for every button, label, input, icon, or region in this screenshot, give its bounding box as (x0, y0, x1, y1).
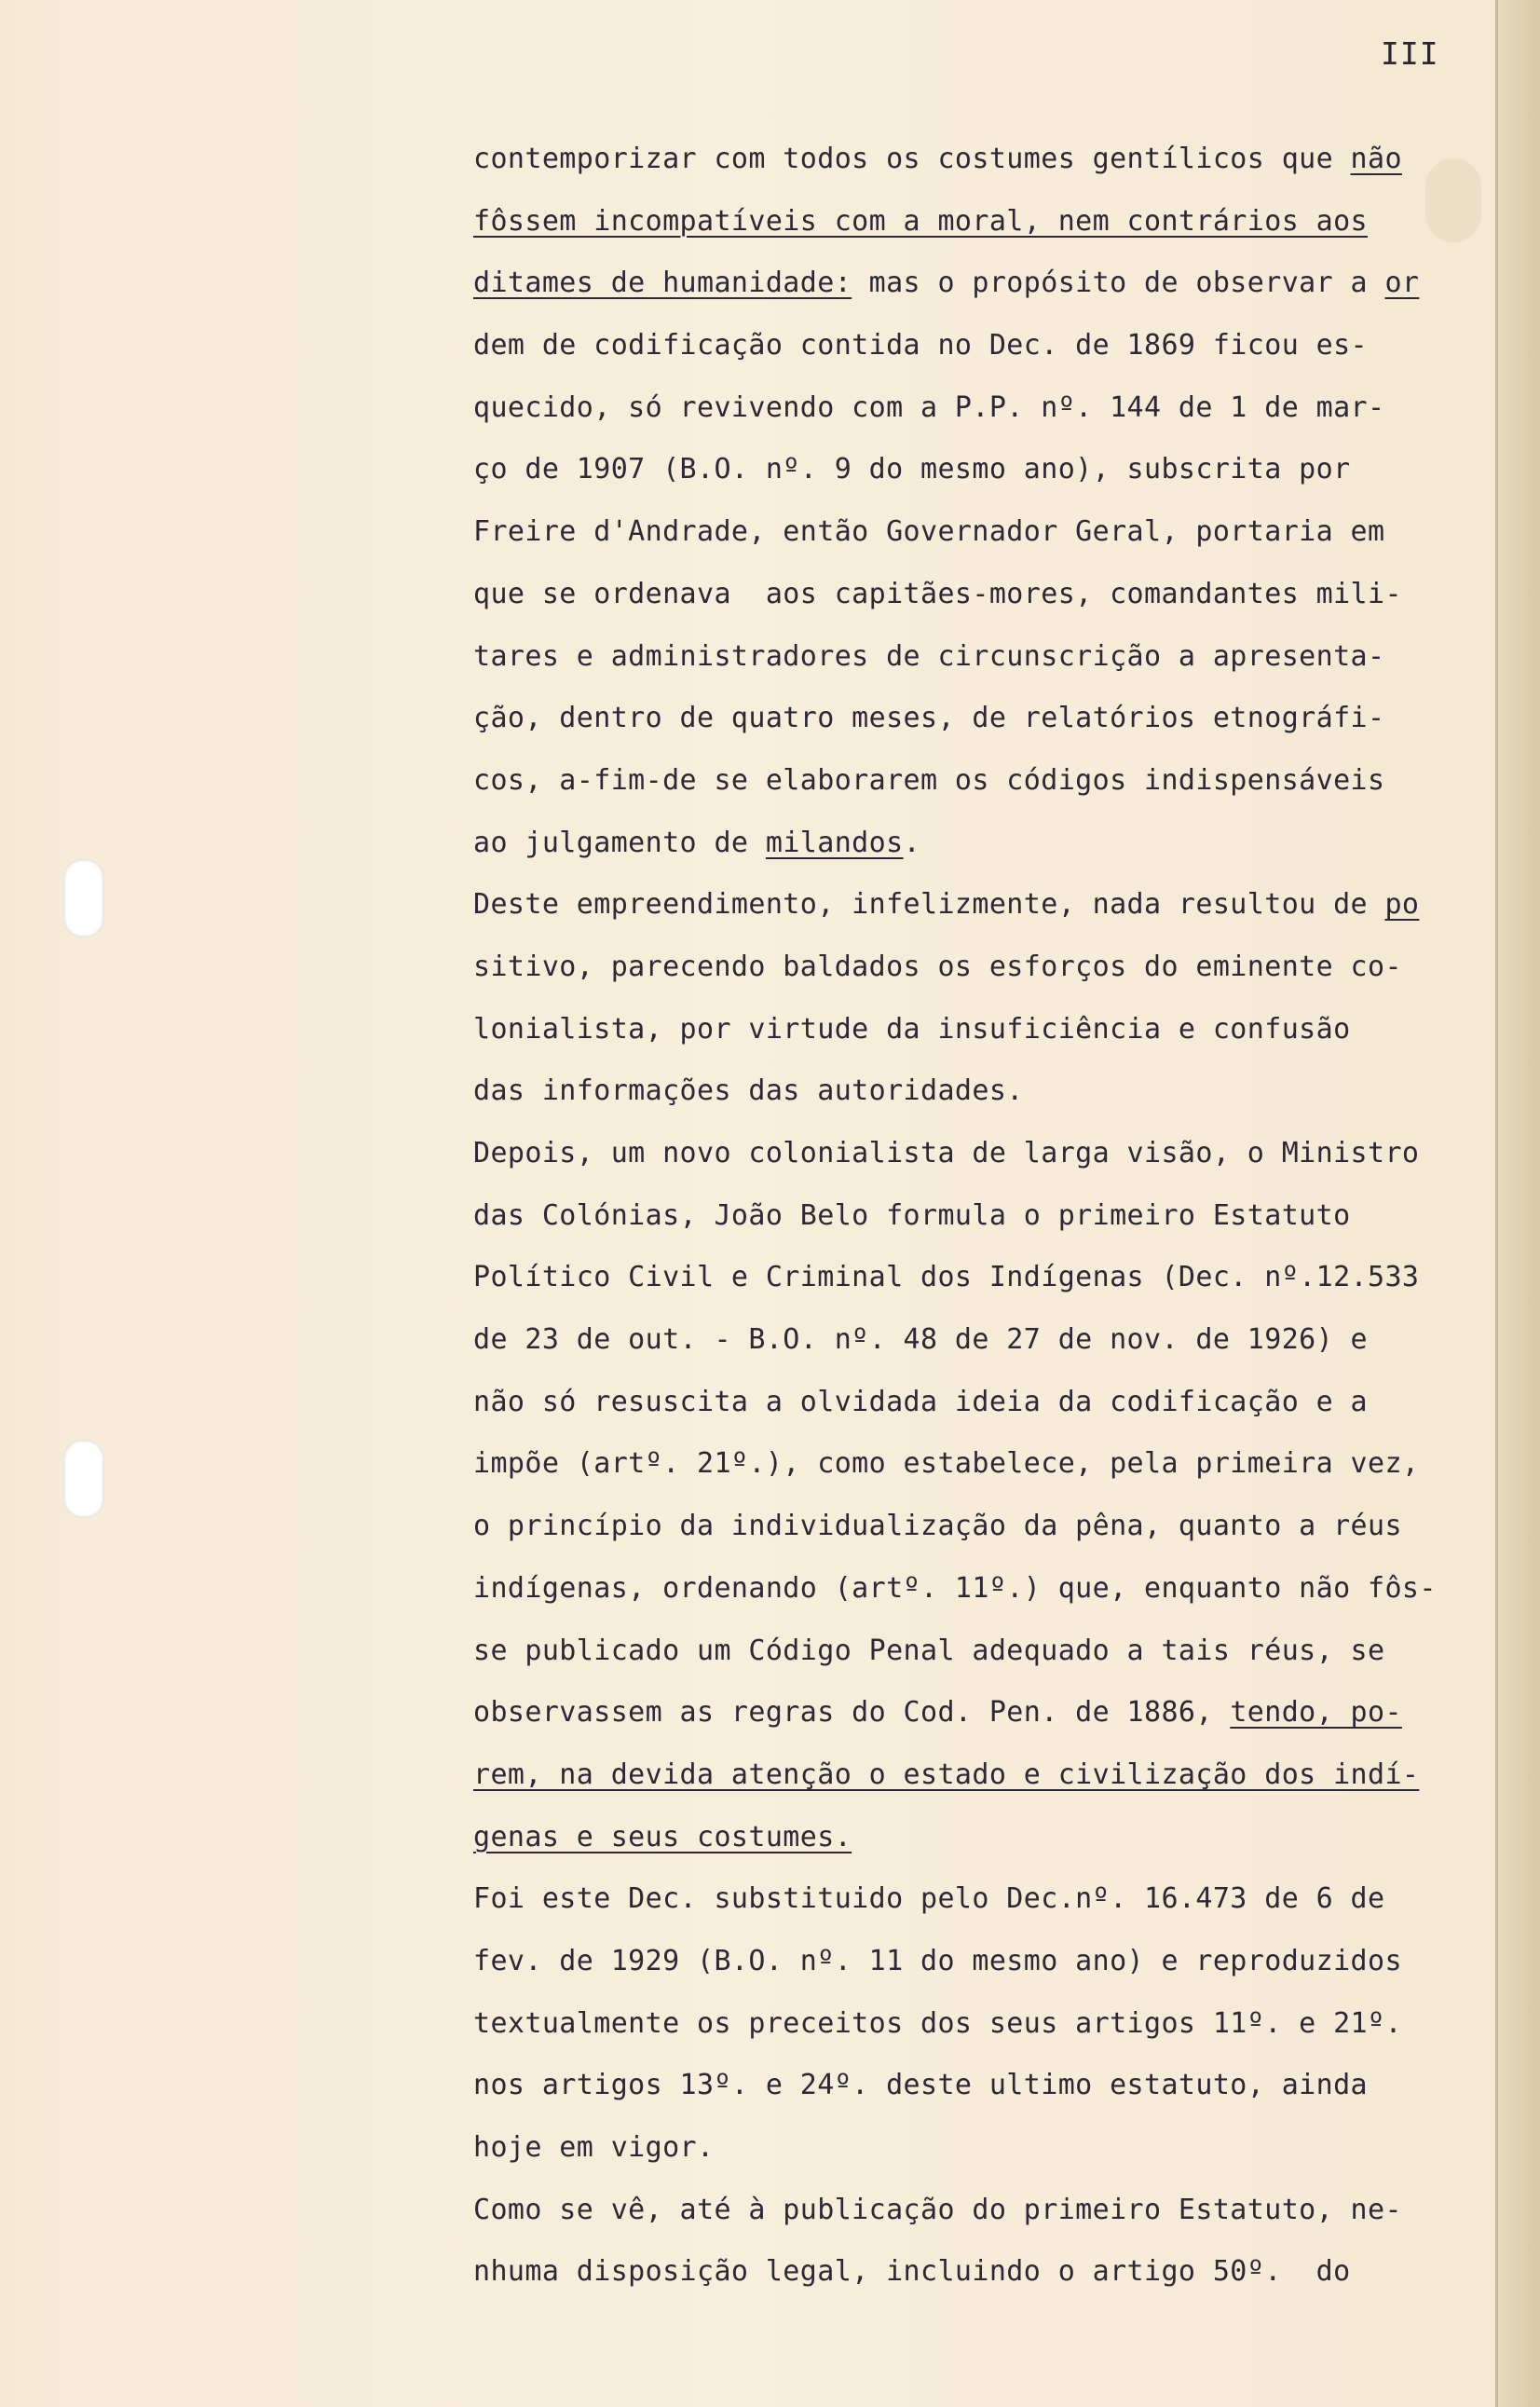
typewritten-text (473, 129, 1489, 2304)
text-line (473, 1558, 1489, 1621)
text-line (473, 1496, 1489, 1558)
text-line (473, 315, 1489, 377)
text-line (473, 1621, 1489, 1683)
text-line (473, 377, 1489, 440)
text-segment: mas o propósito de observar a (852, 267, 1385, 300)
text-segment: tares e administradores de circunscrição a apresenta- (473, 639, 1385, 673)
text-segment: fev. de 1929 (B.O. nº. 11 do mesmo ano) e reproduzidos (473, 1944, 1402, 1977)
underlined-text: fôssem incompatíveis com a moral, nem contrários aos (473, 204, 1368, 238)
text-line (473, 999, 1489, 1061)
underlined-text: rem, na devida atenção o estado e civilização dos indí- (473, 1757, 1420, 1791)
text-line (473, 874, 1489, 937)
text-line (473, 1807, 1489, 1869)
punch-hole-icon (63, 1440, 104, 1518)
text-segment: das informações das autoridades. (473, 1074, 1024, 1108)
text-segment: ço de 1907 (B.O. nº. 9 do mesmo ano), subscrita por (473, 453, 1351, 486)
text-segment: ção, dentro de quatro meses, de relatórios etnográfi- (473, 702, 1385, 735)
text-segment: indígenas, ordenando (artº. 11º.) que, enquanto não fôs- (473, 1571, 1437, 1605)
text-line (473, 750, 1489, 813)
text-line (473, 937, 1489, 999)
text-segment: Freire d'Andrade, então Governador Geral, portaria em (473, 515, 1385, 549)
text-segment: de 23 de out. - B.O. nº. 48 de 27 de nov. de 1926) e (473, 1323, 1368, 1357)
text-segment: que se ordenava aos capitães-mores, comandantes mili- (473, 577, 1402, 610)
text-line (473, 1744, 1489, 1807)
text-segment: observassem as regras do Cod. Pen. de 1886, (473, 1696, 1231, 1730)
text-segment: nos artigos 13º. e 24º. deste ultimo estatuto, ainda (473, 2069, 1368, 2102)
paper-edge (1495, 0, 1540, 2407)
text-line (473, 2117, 1489, 2180)
text-segment: quecido, só revivendo com a P.P. nº. 144 de 1 de mar- (473, 390, 1385, 424)
text-segment: dem de codificação contida no Dec. de 1869 ficou es- (473, 329, 1368, 362)
text-line (473, 1060, 1489, 1123)
text-line (473, 1123, 1489, 1185)
text-line (473, 2055, 1489, 2117)
text-segment: não só resuscita a olvidada ideia da codificação e a (473, 1385, 1368, 1418)
text-segment: Foi este Dec. substituido pelo Dec.nº. 16.473 de 6 de (473, 1882, 1385, 1916)
text-segment: contemporizar com todos os costumes gentílicos que (473, 143, 1351, 175)
text-segment: Como se vê, até à publicação do primeiro Estatuto, ne- (473, 2193, 1402, 2226)
text-line (473, 1993, 1489, 2056)
text-line (473, 1931, 1489, 1993)
text-line (473, 1185, 1489, 1248)
text-segment: impõe (artº. 21º.), como estabelece, pela primeira vez, (473, 1447, 1420, 1481)
underlined-text: milandos (765, 826, 904, 859)
underlined-text: po (1384, 888, 1420, 922)
text-segment: das Colónias, João Belo formula o primeiro Estatuto (473, 1198, 1351, 1232)
text-line (473, 813, 1489, 875)
text-segment: lonialista, por virtude da insuficiência e confusão (473, 1012, 1351, 1046)
punch-hole-icon (63, 859, 104, 937)
text-line (473, 564, 1489, 626)
text-segment: sitivo, parecendo baldados os esforços do eminente co- (473, 950, 1402, 983)
text-line (473, 253, 1489, 315)
text-line (473, 688, 1489, 750)
text-segment: Deste empreendimento, infelizmente, nada resultou de (473, 888, 1385, 922)
text-segment: o princípio da individualização da pêna, quanto a réus (473, 1510, 1402, 1543)
text-line (473, 191, 1489, 253)
text-line (473, 1682, 1489, 1744)
paper-edge-line (1495, 0, 1498, 2407)
text-line (473, 1309, 1489, 1372)
text-line (473, 1247, 1489, 1309)
text-line (473, 2180, 1489, 2242)
underlined-text: genas e seus costumes. (473, 1820, 852, 1853)
text-line (473, 129, 1489, 191)
page-number: III (1381, 35, 1439, 72)
text-line (473, 501, 1489, 564)
underlined-text: tendo, po- (1230, 1696, 1402, 1730)
text-line (473, 439, 1489, 501)
text-segment: . (903, 826, 921, 859)
text-segment: cos, a-fim-de se elaborarem os códigos indispensáveis (473, 763, 1385, 797)
text-segment: Depois, um novo colonialista de larga visão, o Ministro (473, 1137, 1420, 1169)
text-segment: nhuma disposição legal, incluindo o artigo 50º. do (473, 2255, 1351, 2289)
text-segment: textualmente os preceitos dos seus artigos 11º. e 21º. (473, 2006, 1402, 2040)
underlined-text: não (1350, 143, 1402, 175)
text-line (473, 2241, 1489, 2304)
text-segment: se publicado um Código Penal adequado a tais réus, se (473, 1634, 1385, 1667)
text-segment: hoje em vigor. (473, 2131, 715, 2164)
text-line (473, 1372, 1489, 1434)
text-line (473, 1433, 1489, 1496)
underlined-text: or (1384, 267, 1420, 300)
text-line (473, 626, 1489, 689)
text-segment: Político Civil e Criminal dos Indígenas (Dec. nº.12.533 (473, 1261, 1420, 1294)
underlined-text: ditames de humanidade: (473, 267, 852, 300)
text-segment: ao julgamento de (473, 826, 766, 859)
text-line (473, 1868, 1489, 1931)
